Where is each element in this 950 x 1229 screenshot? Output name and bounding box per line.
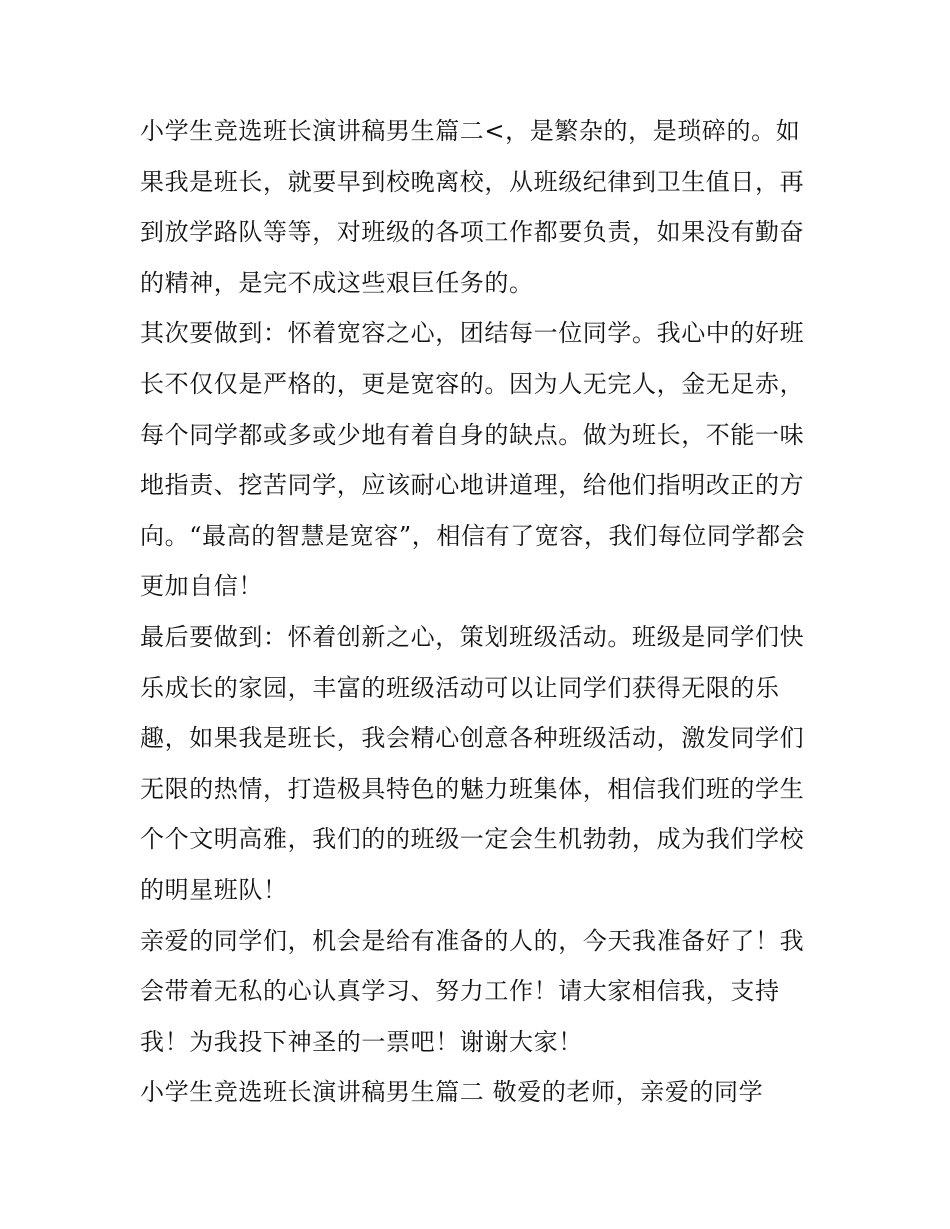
text-line: 趣，如果我是班长，我会精心创意各种班级活动，激发同学们 xyxy=(140,724,805,753)
text-line: 乐成长的家园，丰富的班级活动可以让同学们获得无限的乐 xyxy=(140,673,780,702)
text-line: 会带着无私的心认真学习、努力工作！请大家相信我，支持 xyxy=(140,977,780,1006)
text-line: 每个同学都或多或少地有着自身的缺点。做为班长，不能一味 xyxy=(140,420,805,449)
text-line: 果我是班长，就要早到校晚离校，从班级纪律到卫生值日，再 xyxy=(140,167,805,196)
text-line: 的精神，是完不成这些艰巨任务的。 xyxy=(140,268,534,297)
text-line: 更加自信！ xyxy=(140,572,263,601)
text-line: 我！为我投下神圣的一票吧！谢谢大家！ xyxy=(140,1027,583,1056)
text-line: 亲爱的同学们，机会是给有准备的人的，今天我准备好了！我 xyxy=(140,926,805,955)
text-line: 个个文明高雅，我们的的班级一定会生机勃勃，成为我们学校 xyxy=(140,825,805,854)
text-line: 地指责、挖苦同学，应该耐心地讲道理，给他们指明改正的方 xyxy=(140,471,805,500)
text-line: 无限的热情，打造极具特色的魅力班集体，相信我们班的学生 xyxy=(140,774,805,803)
text-line: 到放学路队等等，对班级的各项工作都要负责，如果没有勤奋 xyxy=(140,218,805,247)
text-line: 小学生竞选班长演讲稿男生篇二<，是繁杂的，是琐碎的。如 xyxy=(140,117,801,145)
text-line: 最后要做到：怀着创新之心，策划班级活动。班级是同学们快 xyxy=(140,622,805,651)
text-line: 长不仅仅是严格的，更是宽容的。因为人无完人，金无足赤， xyxy=(140,369,805,398)
text-line: 的明星班队！ xyxy=(140,875,288,904)
document-body xyxy=(140,106,820,1118)
text-line: 小学生竞选班长演讲稿男生篇二 敬爱的老师，亲爱的同学 xyxy=(140,1078,764,1107)
text-line: 其次要做到：怀着宽容之心，团结每一位同学。我心中的好班 xyxy=(140,319,805,348)
text-line: 向。“最高的智慧是宽容”，相信有了宽容，我们每位同学都会 xyxy=(140,521,806,550)
